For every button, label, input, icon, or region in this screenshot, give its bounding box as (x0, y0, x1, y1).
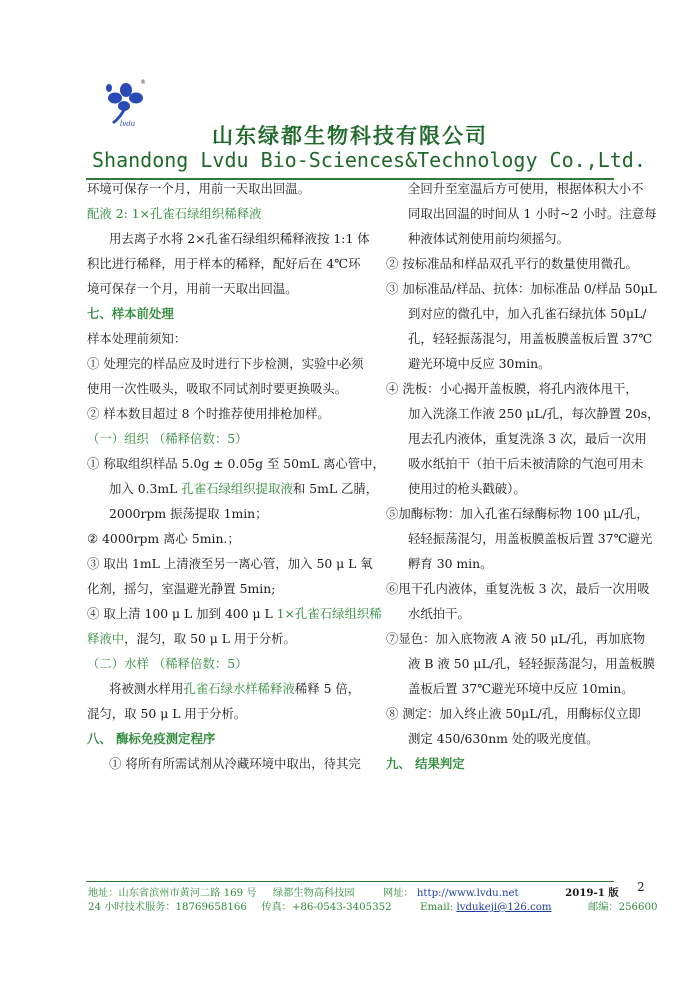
footer-hotline: 24 小时技术服务：18769658166 (88, 902, 247, 913)
footer-fax: 传真：+86-0543-3405352 (261, 902, 392, 913)
text-line: 使用过的枪头戳破）。 (408, 481, 526, 496)
text-line: 吸水纸拍干（拍干后未被清除的气泡可用未 (408, 456, 644, 471)
text-line: 水纸拍干。 (408, 606, 470, 621)
text-line: ④ 洗板：小心揭开盖板膜，将孔内液体甩干， (386, 381, 638, 396)
text-line: 甩去孔内液体，重复洗涤 3 次，最后一次用 (408, 431, 647, 446)
text-segment: 1×孔雀石绿组织稀 (276, 606, 382, 621)
text-segment: 稀释 5 倍， (294, 681, 361, 696)
text-line: 同取出回温的时间从 1 小时~2 小时。注意每 (408, 206, 657, 221)
text-segment: 释液中 (87, 631, 125, 646)
text-line: ① 称取组织样品 5.0g ± 0.05g 至 50mL 离心管中， (87, 456, 385, 471)
footer-email-label: Email: (420, 902, 454, 913)
text-line: ② 样本数目超过 8 个时推荐使用排枪加样。 (87, 406, 330, 421)
text-line: 积比进行稀释，用于样本的稀释，配好后在 4℃环 (87, 256, 361, 271)
section-heading: 七、样本前处理 (87, 306, 174, 321)
text-line: 用去离子水将 2×孔雀石绿组织稀释液按 1:1 体 (109, 231, 370, 246)
text-line (87, 676, 363, 701)
text-line: 液 B 液 50 μL/孔，轻轻振荡混匀，用盖板膜 (408, 656, 655, 671)
right-column (386, 176, 660, 776)
company-name-cn: 山东绿都生物科技有限公司 (212, 124, 488, 148)
text-line: ⑤加酶标物：加入孔雀石绿酶标物 100 μL/孔， (386, 506, 649, 521)
text-line (87, 601, 382, 626)
text-line: 样本处理前须知： (87, 331, 187, 346)
text-line: ① 处理完的样品应及时进行下步检测，实验中必须 (87, 356, 364, 371)
text-line: ⑥甩干孔内液体，重复洗板 3 次，最后一次用吸 (386, 581, 650, 596)
text-line: 配液 2: 1×孔雀石绿组织稀释液 (87, 206, 262, 221)
text-segment: 将被测水样用 (109, 681, 184, 696)
text-line: 混匀，取 50 μ L 用于分析。 (87, 706, 247, 721)
registered-mark: ® (140, 79, 146, 86)
text-segment: 孔雀石绿水样稀释液 (183, 681, 295, 696)
text-line: （一）组织 （稀释倍数：5） (87, 431, 248, 446)
text-line: ⑧ 测定：加入终止液 50μL/孔，用酶标仪立即 (386, 706, 641, 721)
footer-divider (86, 881, 614, 882)
text-line: 2000rpm 振荡提取 1min； (109, 506, 268, 521)
text-line: ③ 加标准品/样品、抗体：加标准品 0/样品 50μL (386, 281, 657, 296)
footer-address: 地址：山东省滨州市黄河二路 169 号 (88, 888, 257, 899)
text-segment: 孔雀石绿组织提取液 (181, 481, 293, 496)
text-line: 使用一次性吸头，吸取不同试剂时要更换吸头。 (87, 381, 348, 396)
page-number: 2 (637, 880, 645, 894)
text-line: （二）水样 （稀释倍数：5） (87, 656, 248, 671)
section-heading: 九、 结果判定 (386, 756, 465, 771)
text-line: 轻轻振荡混匀，用盖板膜盖板后置 37℃避光 (408, 531, 653, 546)
text-line: ② 4000rpm 离心 5min.； (87, 531, 240, 546)
text-segment: 和 5mL 乙腈， (292, 481, 379, 496)
text-line: 孵育 30 min。 (408, 556, 493, 571)
left-column (87, 176, 385, 776)
company-name-en: Shandong Lvdu Bio-Sciences&Technology Co.,Ltd. (92, 148, 646, 172)
text-line: ① 将所有所需试剂从冷藏环境中取出，待其完 (109, 756, 361, 771)
text-segment: 加入 0.3mL (109, 481, 182, 496)
text-line: 全回升至室温后方可使用，根据体积大小不 (408, 181, 644, 196)
text-line (87, 626, 363, 651)
text-line: 境可保存一个月，用前一天取出回温。 (87, 281, 298, 296)
text-segment: ，混匀，取 50 μ L 用于分析。 (124, 631, 296, 646)
footer-website-link[interactable]: http://www.lvdu.net (416, 888, 519, 899)
text-line: 化剂，摇匀，室温避光静置 5min; (87, 581, 276, 596)
text-line: ⑦显色：加入底物液 A 液 50 μL/孔，再加底物 (386, 631, 646, 646)
text-line: 避光环境中反应 30min。 (408, 356, 551, 371)
footer-park: 绿都生物高科技园 (273, 888, 355, 899)
footer-version: 2019-1 版 (565, 887, 619, 899)
footer-postcode: 邮编：256600 (588, 902, 658, 913)
text-line: 盖板后置 37℃避光环境中反应 10min。 (408, 681, 634, 696)
text-line: 加入洗涤工作液 250 μL/孔，每次静置 20s， (408, 406, 660, 421)
text-line: ③ 取出 1mL 上清液至另一离心管，加入 50 μ L 氧 (87, 556, 373, 571)
text-line: 环境可保存一个月，用前一天取出回温。 (87, 181, 311, 196)
text-line (87, 476, 379, 501)
footer-line-1 (88, 884, 619, 899)
text-line: 种液体试剂使用前均须摇匀。 (408, 231, 570, 246)
footer-website-label: 网址： (383, 888, 414, 899)
footer-email-link[interactable]: lvdukeji@126.com (456, 902, 552, 913)
text-segment: ④ 取上清 100 μ L 加到 400 μ L (87, 606, 277, 621)
logo-text: lvdu (120, 120, 136, 128)
footer-line-2 (88, 898, 657, 913)
text-line: 测定 450/630nm 处的吸光度值。 (408, 731, 599, 746)
section-heading: 八、 酶标免疫测定程序 (87, 731, 216, 746)
text-line: 孔，轻轻振荡混匀，用盖板膜盖板后置 37℃ (408, 331, 653, 346)
text-line: 到对应的微孔中，加入孔雀石绿抗体 50μL/ (408, 306, 647, 321)
text-line: ② 按标准品和样品双孔平行的数量使用微孔。 (386, 256, 638, 271)
